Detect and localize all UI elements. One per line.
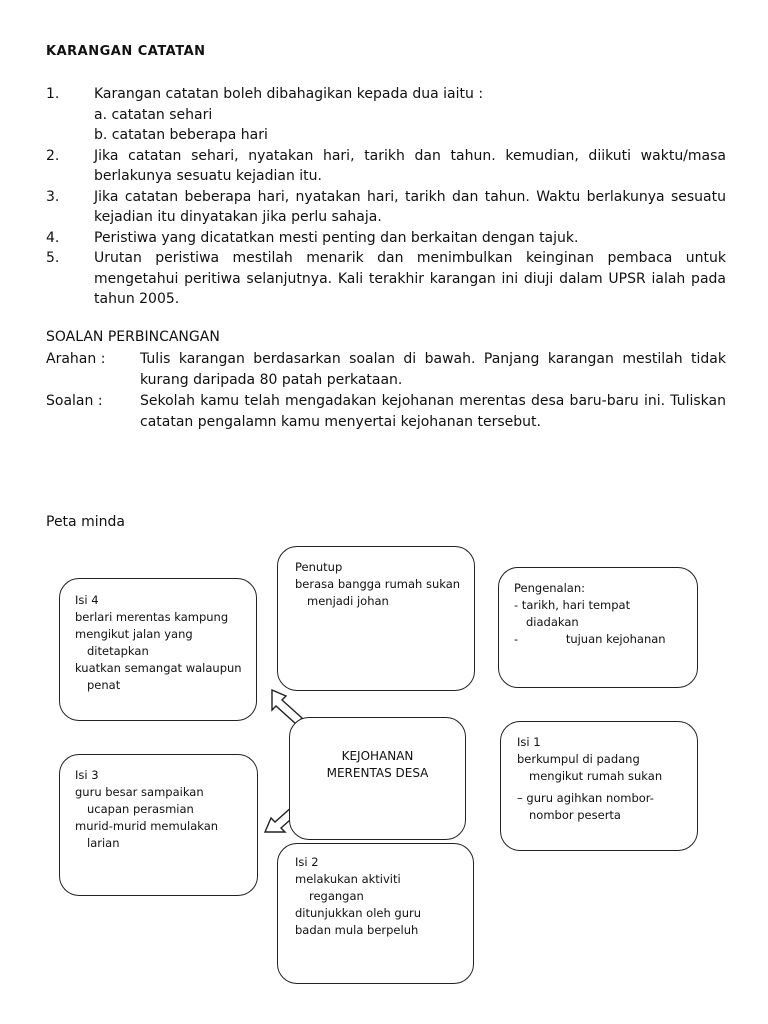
list-number: 4. [46,229,60,246]
arahan-label: Arahan : [46,351,106,367]
list-text: Peristiwa yang dicatatkan mesti penting dan berkaitan dengan tajuk. [94,229,579,246]
pengenalan-title: Pengenalan: [514,581,586,595]
arahan-text: Tulis karangan berdasarkan soalan di bawah. Panjang karangan mestilah tidak kurang daripada 80 patah perkataan. [140,351,726,388]
isi4-line: ditetapkan [87,644,149,658]
list-number: 2. [46,147,60,164]
isi1-line: mengikut rumah sukan [529,769,663,783]
list-item [46,146,726,187]
isi1-title: Isi 1 [517,735,541,749]
isi3-line: ucapan perasmian [87,802,194,816]
isi3-line: larian [87,836,120,850]
numbered-list [46,84,726,310]
soalan-label: Soalan : [46,393,103,409]
soalan-row [46,391,726,433]
list-item [46,187,726,228]
sub-item: a. catatan sehari [94,106,213,123]
list-text: Urutan peristiwa mestilah menarik dan menimbulkan keinginan pembaca untuk mengetahui peritiwa selanjutnya. Kali terakhir karangan ini diuji dalam UPSR ialah pada tahun 2005. [94,250,726,307]
list-text: Jika catatan sehari, nyatakan hari, tarikh dan tahun. kemudian, diikuti waktu/masa berlakunya sesuatu kejadian itu. [94,147,726,184]
arrow-to-penutup-icon [272,690,302,724]
pengenalan-line: diadakan [526,615,579,629]
soalan-text: Sekolah kamu telah mengadakan kejohanan merentas desa baru-baru ini. Tuliskan catatan pengalamn kamu menyertai kejohanan tersebut. [140,393,726,430]
center-box [289,717,466,840]
isi2-line: melakukan aktiviti [295,872,401,886]
penutup-title: Penutup [295,560,343,574]
isi2-line: ditunjukkan oleh guru [295,906,422,920]
list-item [46,84,726,105]
isi3-line: guru besar sampaikan [75,785,204,799]
list-text: Karangan catatan boleh dibahagikan kepada dua iaitu : [94,86,484,102]
list-number: 1. [46,86,60,102]
page-title: KARANGAN CATATAN [46,44,206,59]
pengenalan-line-row [514,631,689,648]
mindmap-label: Peta minda [46,514,125,530]
list-text: Jika catatan beberapa hari, nyatakan hari, tarikh dan tahun. Waktu berlakunya sesuatu kejadian itu dinyatakan jika perlu sahaja. [94,188,726,225]
pengenalan-dash: - [514,632,519,646]
isi4-line: mengikut jalan yang [75,627,193,641]
isi4-line: kuatkan semangat walaupun [75,661,242,675]
isi1-line: berkumpul di padang [517,752,640,766]
isi1-line: – guru agihkan nombor- [517,791,654,805]
pengenalan-line: tujuan kejohanan [565,632,666,646]
sub-item: b. catatan beberapa hari [94,127,268,143]
isi3-title: Isi 3 [75,768,99,782]
isi4-line: penat [87,678,121,692]
pengenalan-line: - tarikh, hari tempat [514,598,631,612]
list-number: 3. [46,188,60,205]
isi2-line: badan mula berpeluh [295,923,419,937]
isi2-box [277,843,474,984]
list-item [46,248,726,310]
center-title: MERENTAS DESA [326,766,429,780]
arahan-row [46,349,726,391]
isi2-line: regangan [309,889,364,903]
isi4-line: berlari merentas kampung [75,610,229,624]
pengenalan-box [498,567,698,688]
center-title: KEJOHANAN [341,749,414,763]
list-number: 5. [46,250,60,266]
section-title: SOALAN PERBINCANGAN [46,329,220,345]
isi1-box [500,721,698,851]
isi2-title: Isi 2 [295,855,319,869]
isi4-title: Isi 4 [75,593,99,607]
isi3-box [59,754,258,896]
isi3-line: murid-murid memulakan [75,819,219,833]
isi1-line: nombor peserta [529,808,621,822]
penutup-line: berasa bangga rumah sukan [295,577,461,591]
penutup-line: menjadi johan [307,594,389,608]
isi4-box [59,578,257,721]
list-item [46,228,726,249]
penutup-box [277,546,475,691]
